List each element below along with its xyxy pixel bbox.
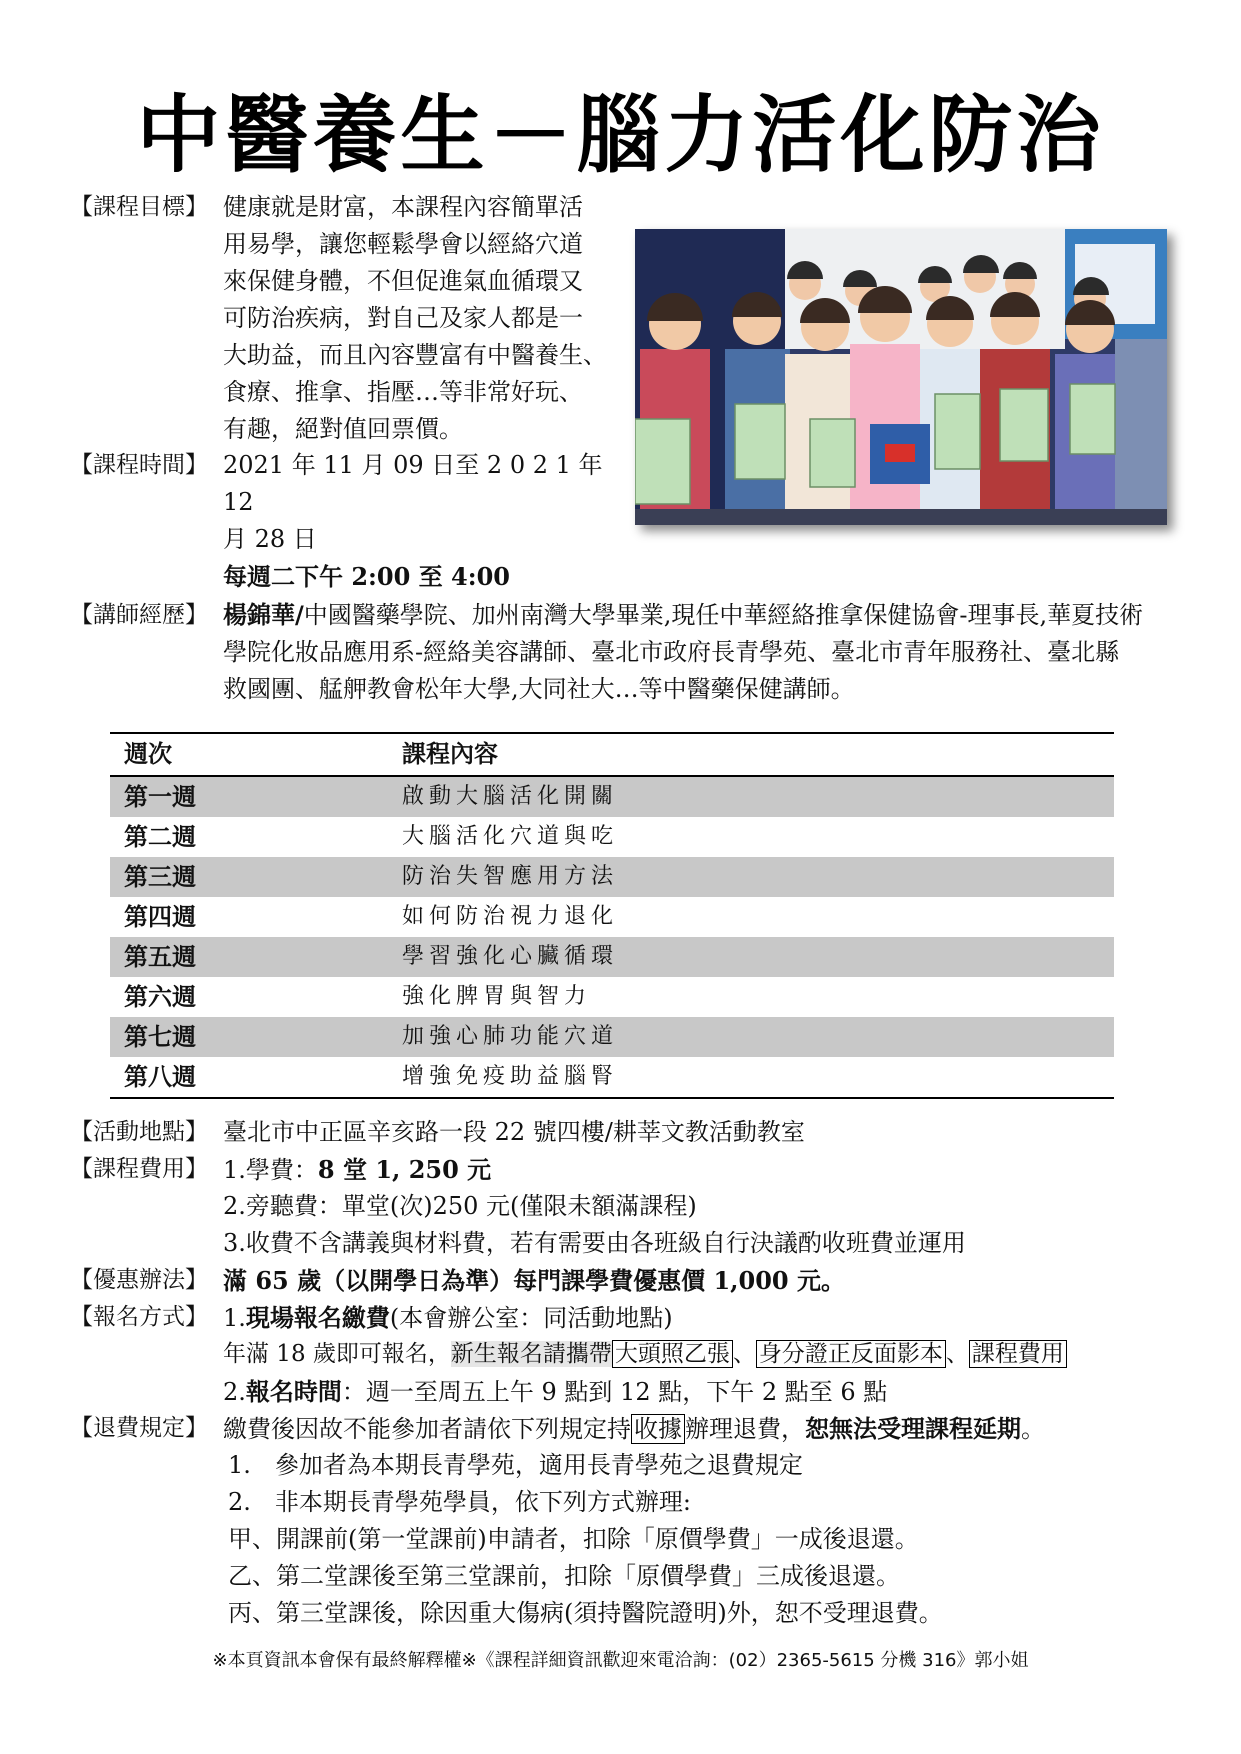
location-label: 【活動地點】: [70, 1119, 208, 1145]
goal-text: [223, 189, 623, 448]
week-cell: 第二週: [124, 823, 196, 851]
register-office: (本會辦公室：同活動地點): [389, 1304, 673, 1332]
refund-line-1: [223, 1410, 1045, 1448]
week-cell: 第六週: [124, 983, 196, 1011]
content-cell: 啟動大腦活化開關: [402, 784, 619, 809]
refund-label: 【退費規定】: [70, 1415, 208, 1441]
fee-label: 【課程費用】: [70, 1156, 208, 1182]
photo-requirement: 大頭照乙張: [612, 1340, 733, 1368]
week-cell: 第一週: [124, 783, 196, 811]
refund-item: 乙、第二堂課後至第三堂課前，扣除「原價學費」三成後退還。: [228, 1562, 900, 1590]
separator: 、: [732, 1341, 756, 1367]
teacher-line-1: [223, 597, 1143, 634]
register-time-label: 報名時間: [245, 1377, 342, 1406]
register-num-1: 1.: [223, 1304, 246, 1332]
fee-line-2: 2.旁聽費：單堂(次)250 元(僅限未額滿課程): [223, 1192, 697, 1220]
location-text: 臺北市中正區辛亥路一段 22 號四樓/耕莘文教活動教室: [223, 1118, 805, 1146]
table-row: [110, 977, 1114, 1017]
week-cell: 第四週: [124, 903, 196, 931]
receipt-box: 收據: [631, 1414, 685, 1444]
week-cell: 第三週: [124, 863, 196, 891]
discount-label: 【優惠辦法】: [70, 1267, 208, 1293]
table-header: [110, 734, 1114, 777]
teacher-bio: 中國醫藥學院、加州南灣大學畢業,現任中華經絡推拿保健協會-理事長,華夏技術: [303, 601, 1144, 629]
week-cell: 第七週: [124, 1023, 196, 1051]
time-line-2: 月 28 日: [223, 525, 317, 553]
table-row: [110, 1057, 1114, 1097]
header-week: 週次: [124, 740, 172, 768]
goal-line: 可防治疾病，對自己及家人都是一: [223, 304, 583, 332]
content-cell: 如何防治視力退化: [402, 904, 619, 929]
fee-tuition-value: 8 堂 1, 250 元: [317, 1155, 492, 1184]
register-line-1: [223, 1299, 673, 1337]
goal-line: 大助益，而且內容豐富有中醫養生、: [223, 341, 607, 369]
time-line-3: 每週二下午 2:00 至 4:00: [223, 562, 510, 591]
table-row: [110, 817, 1114, 857]
refund-intro: 繳費後因故不能參加者請依下列規定持: [223, 1415, 631, 1443]
content-cell: 增強免疫助益腦腎: [402, 1064, 619, 1089]
header-content: 課程內容: [402, 740, 498, 768]
register-time: ：週一至周五上午 9 點到 12 點，下午 2 點至 6 點: [341, 1378, 888, 1406]
content-cell: 加強心肺功能穴道: [402, 1024, 619, 1049]
refund-item: 甲、開課前(第一堂課前)申請者，扣除「原價學費」一成後退還。: [228, 1525, 919, 1553]
content-cell: 防治失智應用方法: [402, 864, 619, 889]
goal-line: 健康就是財富，本課程內容簡單活: [223, 193, 583, 221]
table-row: [110, 1017, 1114, 1057]
goal-line: 有趣，絕對值回票價。: [223, 415, 463, 443]
refund-process: 辦理退費，: [685, 1415, 805, 1443]
time-label: 【課程時間】: [70, 452, 208, 478]
teacher-line-3: 救國團、艋舺教會松年大學,大同社大…等中醫藥保健講師。: [223, 675, 855, 703]
refund-end: 。: [1021, 1415, 1045, 1443]
refund-item: 丙、第三堂課後，除因重大傷病(須持醫院證明)外，恕不受理退費。: [228, 1599, 943, 1627]
content-cell: 強化脾胃與智力: [402, 984, 592, 1009]
goal-line: 來保健身體，不但促進氣血循環又: [223, 267, 583, 295]
table-row: [110, 897, 1114, 937]
refund-item: 2. 非本期長青學苑學員，依下列方式辦理:: [228, 1488, 691, 1516]
table-row: [110, 937, 1114, 977]
fee-line-3: 3.收費不含講義與材料費，若有需要由各班級自行決議酌收班費並運用: [223, 1229, 966, 1257]
page-title: 中醫養生－腦力活化防治: [136, 86, 1105, 184]
teacher-line-2: 學院化妝品應用系-經絡美容講師、臺北市政府長青學苑、臺北市青年服務社、臺北縣: [223, 638, 1120, 666]
content-cell: 學習強化心臟循環: [402, 944, 619, 969]
refund-item: 1. 參加者為本期長青學苑，適用長青學苑之退費規定: [228, 1451, 803, 1479]
schedule-table: [110, 732, 1114, 1099]
register-label: 【報名方式】: [70, 1304, 208, 1330]
table-row: [110, 857, 1114, 897]
register-num-2: 2.: [223, 1378, 246, 1406]
discount-text: 滿 65 歲（以開學日為準）每門課學費優惠價 1,000 元。: [223, 1266, 845, 1295]
teacher-name: 楊錦華/: [223, 601, 304, 629]
teacher-label: 【講師經歷】: [70, 602, 208, 628]
content-cell: 大腦活化穴道與吃: [402, 824, 619, 849]
fee-line-1: [223, 1151, 491, 1189]
register-new-student: 新生報名請攜帶: [450, 1341, 612, 1367]
id-requirement: 身分證正反面影本: [756, 1340, 946, 1368]
time-text: [223, 447, 623, 595]
refund-no-postpone: 恕無法受理課程延期: [805, 1414, 1021, 1443]
week-cell: 第八週: [124, 1063, 196, 1091]
fee-requirement: 課程費用: [969, 1340, 1067, 1368]
separator: 、: [945, 1341, 969, 1367]
week-cell: 第五週: [124, 943, 196, 971]
footer-note: ※本頁資訊本會保有最終解釋權※《課程詳細資訊歡迎來電洽詢：(02）2365-5615 分機 316》郭小姐: [212, 1650, 1029, 1671]
register-line-2: [223, 1336, 1067, 1373]
time-line-1: 2021 年 11 月 09 日至 2 0 2 1 年 12: [223, 451, 603, 516]
register-method: 現場報名繳費: [245, 1303, 390, 1332]
goal-line: 食療、推拿、指壓…等非常好玩、: [223, 378, 583, 406]
register-line-3: [223, 1373, 887, 1411]
table-row: [110, 777, 1114, 817]
register-age: 年滿 18 歲即可報名，: [223, 1341, 451, 1367]
group-photo: [635, 229, 1167, 525]
goal-line: 用易學，讓您輕鬆學會以經絡穴道: [223, 230, 583, 258]
goal-label: 【課程目標】: [70, 194, 208, 220]
fee-tuition-label: 1.學費：: [223, 1156, 318, 1184]
